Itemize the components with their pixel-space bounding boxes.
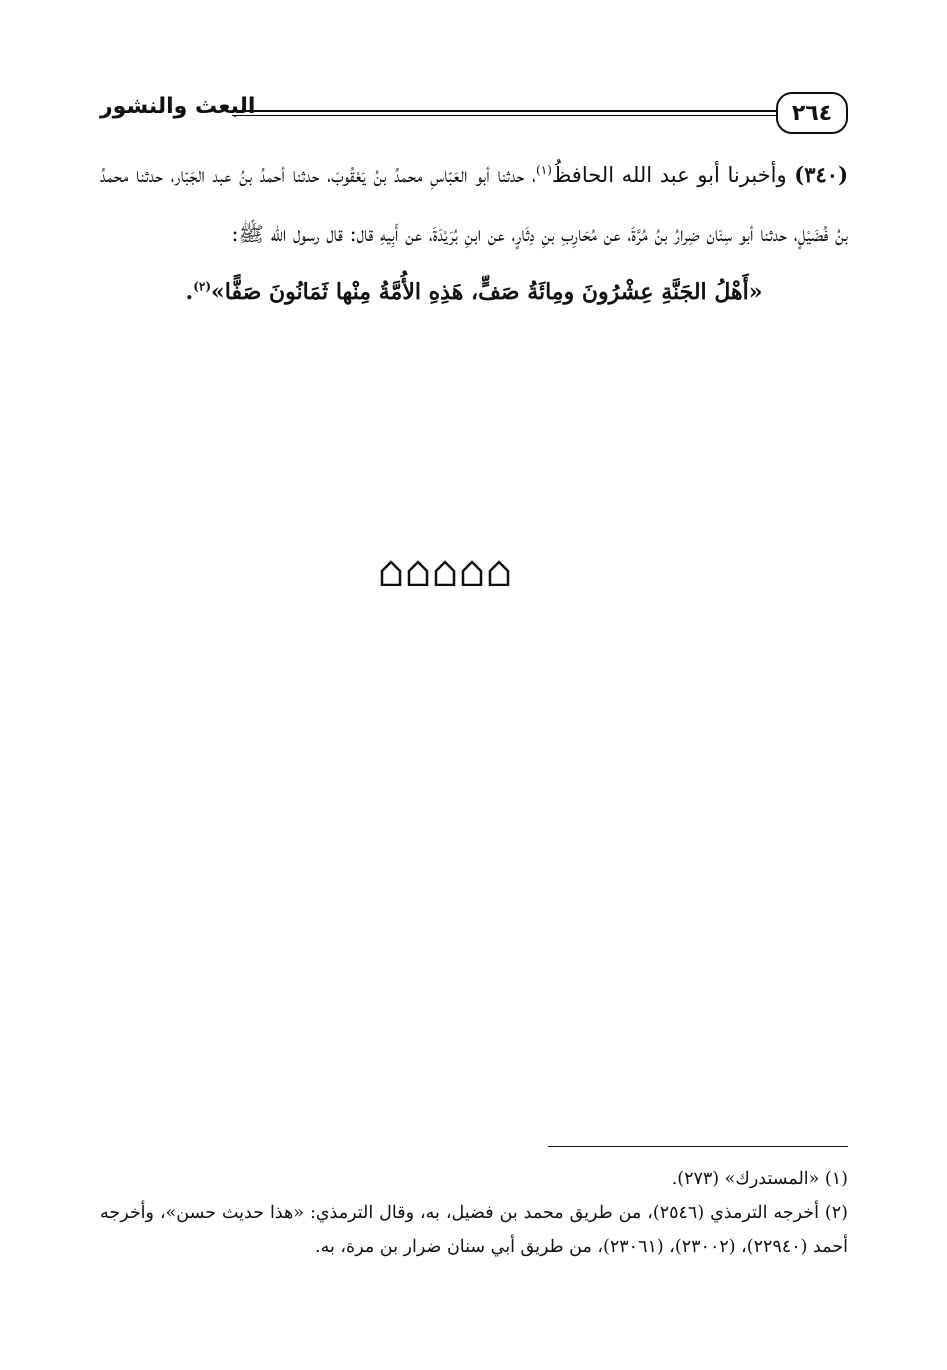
matn-text: «أَهْلُ الجَنَّةِ عِشْرُونَ ومِائَةُ صَفٍّ، هَذِهِ الأُمَّةُ مِنْها ثَمَانُونَ صَفًّا» [211,279,763,305]
header-rule [232,110,776,116]
arch-ornament-icon [434,560,456,586]
footnote-ref-2: (٢) [193,279,212,294]
section-divider-ornament [380,560,510,596]
page-header [100,92,848,136]
isnad-paragraph [100,146,848,263]
isnad-part-1: وأخبرنا أبو عبد الله الحافظُ [551,163,795,187]
footnote-2: (٢) أخرجه الترمذي (٢٥٤٦)، من طريق محمد بن فضيل، به، وقال الترمذي: «هذا حديث حسن»، وأخرجه أحمد (٢٢٩٤٠)، (٢٣٠٠٢)، (٢٣٠٦١)، من طريق أبي سنان ضرار بن مرة، به. [100,1203,848,1257]
footnotes [100,1162,848,1264]
running-title: البعث والنشور [100,94,256,119]
arch-ornament-icon [380,560,402,586]
page-number: ٢٦٤ [776,92,848,134]
footnote-1: (١) «المستدرك» (٢٧٣). [671,1169,848,1189]
footnote-ref-1: (١) [536,163,552,177]
matn-end: . [185,279,194,305]
hadith-number: (٣٤٠) [794,162,848,187]
arch-ornament-icon [488,560,510,586]
arch-ornament-icon [461,560,483,586]
main-text [100,146,848,322]
hadith-matn [100,263,848,322]
arch-ornament-icon [407,560,429,586]
isnad-part-2: ، حدثنا أبو العَبّاسِ محمدُ بنُ يَعْقُوبَ، حدثنا أحمدُ بنُ عبد الجَبّار، حدثنا محمدُ بنُ فُضَيْلٍ، حدثنا أبو سِنَان ضِرارُ بنُ مُرَّةَ، عن مُحَارِبِ بنِ دِثَارٍ، عن ابنِ بُرَيْدَةَ، عن أَبِيهِ قال: قال رسول الله ﷺ: [100,163,848,246]
footnote-separator [548,1146,848,1147]
